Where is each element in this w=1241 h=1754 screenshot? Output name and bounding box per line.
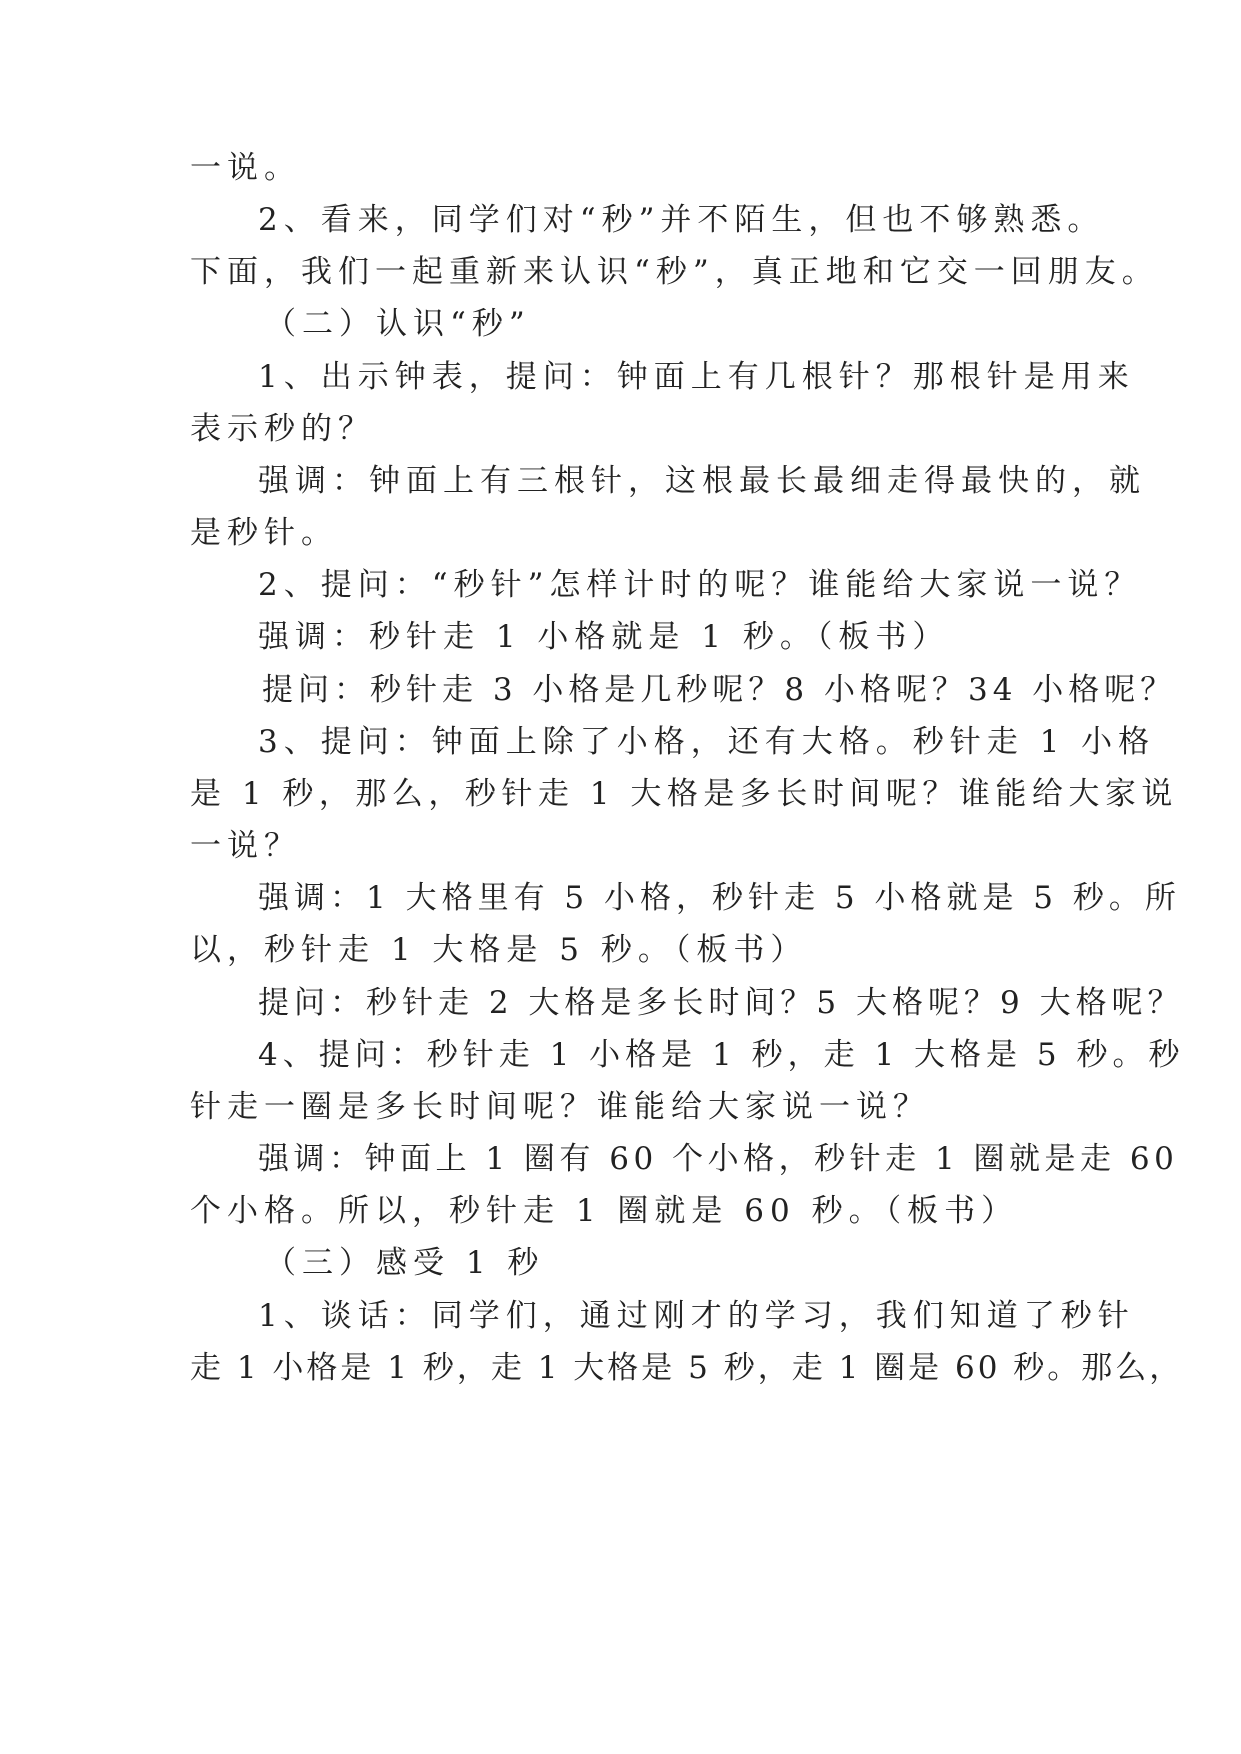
text-line: 2、提问：“秒针”怎样计时的呢？谁能给大家说一说？ bbox=[258, 567, 1142, 603]
text-line: 提问：秒针走 2 大格是多长时间？5 大格呢？9 大格呢？ bbox=[258, 985, 1184, 1021]
section-heading: （三）感受 1 秒 bbox=[265, 1245, 545, 1281]
text-line: 1、谈话：同学们，通过刚才的学习，我们知道了秒针 bbox=[258, 1298, 1135, 1334]
text-line: 一说。 bbox=[190, 150, 301, 186]
text-line: 强调：秒针走 1 小格就是 1 秒。（板书） bbox=[258, 619, 950, 655]
text-line: 3、提问：钟面上除了小格，还有大格。秒针走 1 小格 bbox=[258, 724, 1156, 760]
text-line: 是秒针。 bbox=[190, 515, 338, 551]
text-line: 针走一圈是多长时间呢？谁能给大家说一说？ bbox=[190, 1089, 930, 1125]
text-line: 强调：钟面上有三根针，这根最长最细走得最快的，就 bbox=[258, 463, 1146, 499]
text-line: 是 1 秒，那么，秒针走 1 大格是多长时间呢？谁能给大家说 bbox=[190, 776, 1178, 812]
text-line: 表示秒的？ bbox=[190, 411, 375, 447]
text-line: 个小格。所以，秒针走 1 圈就是 60 秒。（板书） bbox=[190, 1193, 1019, 1229]
text-line: 1、出示钟表，提问：钟面上有几根针？那根针是用来 bbox=[258, 359, 1135, 395]
text-line: 强调：1 大格里有 5 小格，秒针走 5 小格就是 5 秒。所 bbox=[258, 880, 1181, 916]
section-heading: （二）认识“秒” bbox=[265, 306, 531, 342]
text-line: 下面，我们一起重新来认识“秒”，真正地和它交一回朋友。 bbox=[190, 254, 1159, 290]
text-line: 以，秒针走 1 大格是 5 秒。（板书） bbox=[190, 932, 808, 968]
text-line: 4、提问：秒针走 1 小格是 1 秒，走 1 大格是 5 秒。秒 bbox=[258, 1037, 1185, 1073]
text-line: 提问：秒针走 3 小格是几秒呢？8 小格呢？34 小格呢？ bbox=[262, 672, 1177, 708]
text-line: 2、看来，同学们对“秒”并不陌生，但也不够熟悉。 bbox=[258, 202, 1105, 238]
text-line: 一说？ bbox=[190, 828, 301, 864]
text-line: 走 1 小格是 1 秒，走 1 大格是 5 秒，走 1 圈是 60 秒。那么， bbox=[190, 1350, 1184, 1386]
text-line: 强调：钟面上 1 圈有 60 个小格，秒针走 1 圈就是走 60 bbox=[258, 1141, 1179, 1177]
